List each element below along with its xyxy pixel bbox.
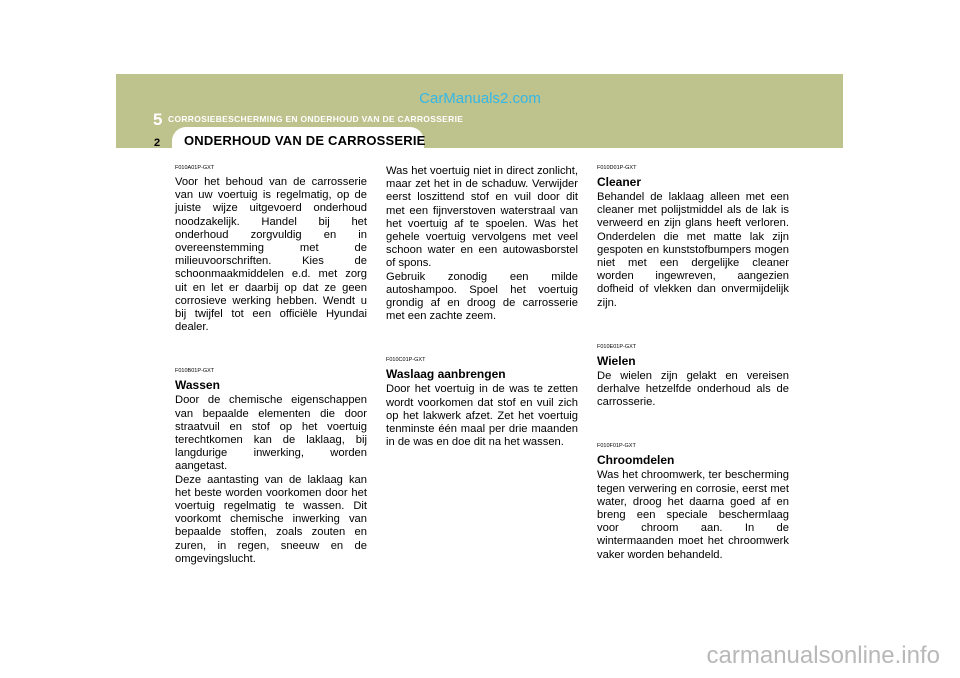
cleaner-code: F010D01P-GXT: [597, 165, 637, 171]
continued-text: Was het voertuig niet in direct zonlicht, maar zet het in de schaduw. Verwijder eerst loszittend stof en vuil door dit met een fijnverstoven waterstraal van het voertuig af te spoelen. Was het gehele voertuig vervolgens met veel schoon water en een autowasborstel of spons. Gebruik zonodig een milde autoshampoo. Spoel het voertuig grondig af en droog de carrosserie met een zachte zeem.: [386, 165, 578, 323]
column-2: [386, 165, 578, 483]
chroom-code: F010F01P-GXT: [597, 443, 636, 450]
chroom-text: Was het chroomwerk, ter bescherming tegen verwering en corrosie, eerst met water, droog het daarna goed af en breng een speciale beschermlaag voor chroom aan. In de wintermaanden moet het chroomwerk vaker worden behandeld.: [597, 469, 789, 561]
watermark-bottom: carmanualsonline.info: [706, 642, 940, 669]
page-number: 2: [154, 137, 161, 149]
wassen-heading: Wassen: [175, 378, 220, 393]
section-title: ONDERHOUD VAN DE CARROSSERIE: [184, 133, 426, 148]
waslaag-code: F010C01P-GXT: [386, 357, 426, 364]
watermark-top: CarManuals2.com: [419, 90, 541, 107]
column-1: [175, 165, 367, 600]
cleaner-text: Behandel de laklaag alleen met een cleaner met polijstmiddel als de lak is verweerd en zijn glans heeft verloren. Onderdelen die met matte lak zijn gespoten en kunststofbumpers mogen niet met een dergelijke cleaner worden ingewreven, aangezien dofheid of vlekken dan onvermijdelijk zijn.: [597, 191, 789, 309]
cleaner-block: [597, 165, 789, 310]
chroom-block: [597, 443, 789, 561]
column-3: [597, 165, 789, 596]
chroom-heading: Chroomdelen: [597, 453, 675, 468]
intro-text: Voor het behoud van de carrosserie van uw voertuig is regelmatig, op de juiste wijze uitgevoerd onderhoud noodzakelijk. Handel bij het onderhoud zorgvuldig en in overeenstemming met de milieuvoorschriften. Kies de schoonmaakmiddelen e.d. met zorg uit en let er daarbij op dat ze geen corrosieve werking hebben. Wendt u bij twijfel tot een officiële Hyundai dealer.: [175, 176, 367, 334]
chapter-title: CORROSIEBESCHERMING EN ONDERHOUD VAN DE CARROSSERIE: [168, 114, 464, 124]
continued-block: [386, 165, 578, 323]
wielen-code: F010E01P-GXT: [597, 343, 637, 350]
wielen-text: De wielen zijn gelakt en vereisen derhalve hetzelfde onderhoud als de carrosserie.: [597, 369, 789, 409]
wielen-block: [597, 344, 789, 410]
waslaag-heading: Waslaag aanbrengen: [386, 367, 506, 382]
intro-code: F010A01P-GXT: [175, 165, 215, 171]
wassen-block: [175, 368, 367, 566]
chapter-number: 5: [153, 110, 163, 129]
waslaag-text: Door het voertuig in de was te zetten wordt voorkomen dat stof en vuil zich op het lakwerk afzet. Zet het voertuig tenminste één maal per drie maanden in de was en doe dit na het wassen.: [386, 383, 578, 449]
wassen-code: F010B01P-GXT: [175, 368, 215, 375]
wassen-text: Door de chemische eigenschappen van bepaalde elementen die door straatvuil en stof op het voertuig terechtkomen kan de laklaag, bij langdurige inwerking, worden aangetast. Deze aantasting van de laklaag kan het beste worden voorkomen door het voertuig regelmatig te wassen. Dit voorkomt chemische inwerking van bepaalde stoffen, zoals zouten en zuren, in regen, sneeuw en de omgevingslucht.: [175, 394, 367, 565]
intro-block: [175, 165, 367, 334]
cleaner-heading: Cleaner: [597, 175, 642, 189]
waslaag-block: [386, 357, 578, 449]
wielen-heading: Wielen: [597, 353, 636, 368]
